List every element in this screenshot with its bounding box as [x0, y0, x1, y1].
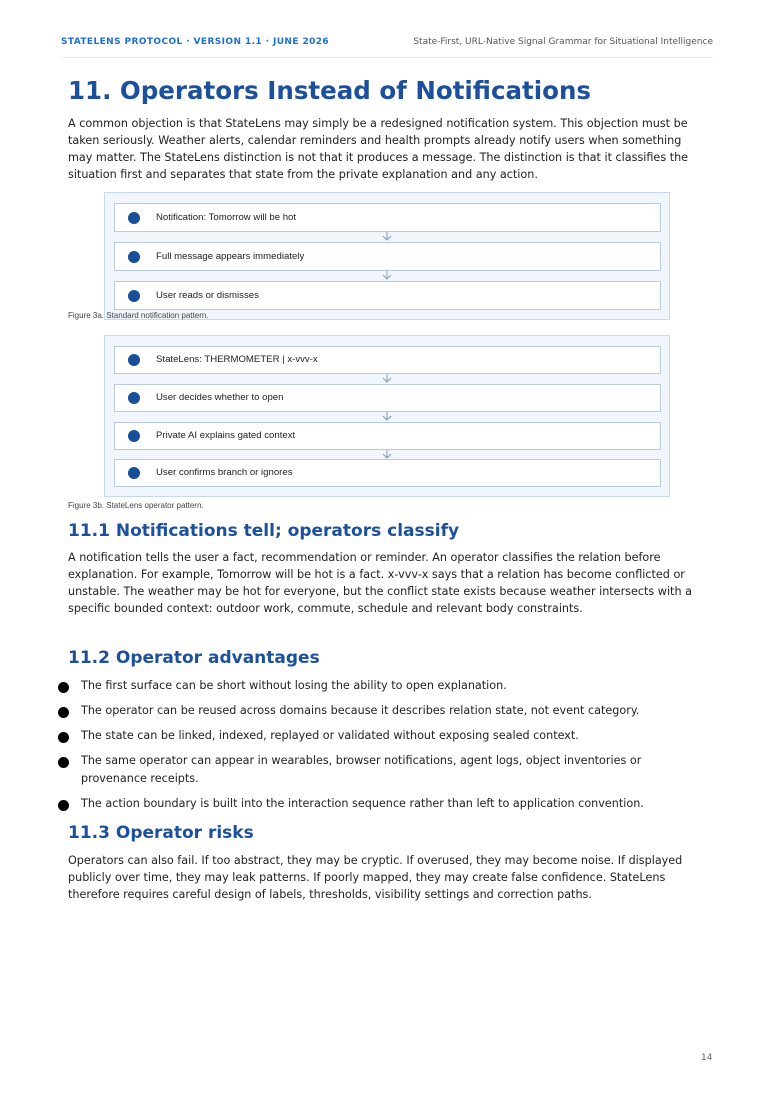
- header-protocol-version: STATELENS PROTOCOL · VERSION 1.1 · JUNE 2026: [61, 37, 330, 47]
- arrow-down-icon: [379, 412, 395, 422]
- bullet-icon: [58, 682, 69, 693]
- step-label: User confirms branch or ignores: [156, 467, 293, 478]
- subsection-title: 11.2 Operator advantages: [68, 648, 320, 668]
- arrow-down-icon: [379, 374, 395, 384]
- bullet-icon: [58, 732, 69, 743]
- flow-step: [114, 281, 661, 310]
- step-dot-icon: [128, 290, 140, 302]
- bullet-icon: [58, 800, 69, 811]
- page-number: 14: [701, 1053, 713, 1063]
- subsection-paragraph: A notification tells the user a fact, recommendation or reminder. An operator classifies the relation before explanation. For example, Tomorrow will be hot is a fact. x-vvv-x says that a relation has become conflicted or unstable. The weather may be hot for everyone, but the conflict state exists because weather intersects with a specific bounded context: outdoor work, commute, schedule and relevant body constraints.: [68, 551, 692, 616]
- arrow-down-icon: [379, 271, 395, 281]
- step-dot-icon: [128, 251, 140, 263]
- subsection-title: 11.1 Notifications tell; operators classify: [68, 521, 460, 541]
- step-label: Notification: Tomorrow will be hot: [156, 212, 297, 223]
- flow-step: [114, 459, 661, 487]
- flow-step: [114, 346, 661, 374]
- section-intro-paragraph: A common objection is that StateLens may simply be a redesigned notification system. This objection must be taken seriously. Weather alerts, calendar reminders and health prompts already notify users when something may matter. The StateLens distinction is not that it produces a message. The distinction is that it classifies the situation first and separates that state from the private explanation and any action.: [68, 117, 689, 182]
- section-title: 11. Operators Instead of Notifications: [68, 76, 591, 105]
- list-item-text: The state can be linked, indexed, replayed or validated without exposing sealed context.: [81, 729, 579, 742]
- step-label: User decides whether to open: [156, 392, 284, 403]
- figure-notification-pattern: [104, 192, 670, 320]
- list-item-text: The operator can be reused across domains because it describes relation state, not event category.: [81, 704, 640, 717]
- step-label: Full message appears immediately: [156, 251, 305, 262]
- step-label: StateLens: THERMOMETER | x-vvv-x: [156, 354, 318, 365]
- flow-step: [114, 384, 661, 412]
- subsection-paragraph: Operators can also fail. If too abstract, they may be cryptic. If overused, they may become noise. If displayed publicly over time, they may leak patterns. If poorly mapped, they may create false confidence. StateLens therefore requires careful design of labels, thresholds, visibility settings and correction paths.: [68, 854, 683, 902]
- step-dot-icon: [128, 354, 140, 366]
- flow-step: [114, 203, 661, 232]
- step-label: User reads or dismisses: [156, 290, 259, 301]
- arrow-down-icon: [379, 232, 395, 242]
- subsection-title: 11.3 Operator risks: [68, 823, 254, 843]
- list-item-text: The action boundary is built into the interaction sequence rather than left to application convention.: [81, 797, 644, 810]
- step-dot-icon: [128, 467, 140, 479]
- step-dot-icon: [128, 430, 140, 442]
- header-document-title: State-First, URL-Native Signal Grammar for Situational Intelligence: [413, 37, 713, 47]
- figure-caption: Figure 3b. StateLens operator pattern.: [68, 501, 204, 510]
- flow-step: [114, 422, 661, 450]
- figure-operator-pattern: [104, 335, 670, 497]
- bullet-icon: [58, 707, 69, 718]
- step-dot-icon: [128, 212, 140, 224]
- figure-caption: Figure 3a. Standard notification pattern.: [68, 311, 209, 320]
- flow-step: [114, 242, 661, 271]
- step-label: Private AI explains gated context: [156, 430, 296, 441]
- list-item-text: The same operator can appear in wearables, browser notifications, agent logs, object inventories or provenance receipts.: [81, 754, 642, 785]
- running-header: [61, 37, 713, 58]
- bullet-icon: [58, 757, 69, 768]
- step-dot-icon: [128, 392, 140, 404]
- list-item-text: The first surface can be short without losing the ability to open explanation.: [81, 679, 507, 692]
